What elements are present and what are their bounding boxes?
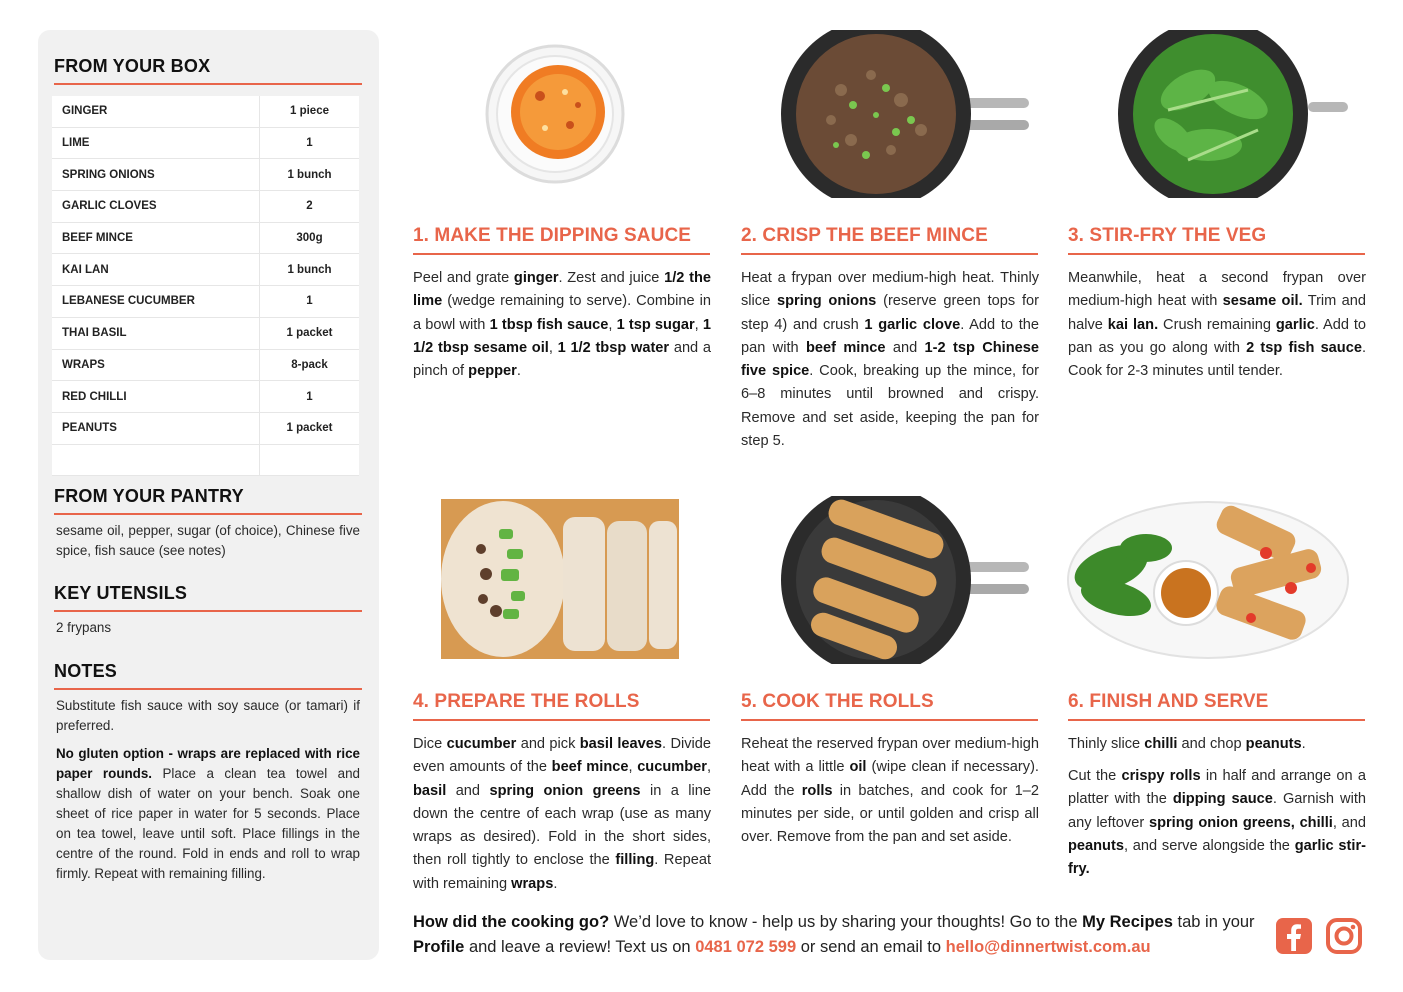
ingredient-qty: 1: [306, 295, 313, 308]
ingredient-qty: 300g: [296, 232, 323, 245]
step-2-body: Heat a frypan over medium-high heat. Thinly slice spring onions (reserve green tops for step 4) and crush 1 garlic clove. Add to the pan with beef mince and 1-2 tsp Chinese five spice. Cook, breaking up the mince, for 6–8 minutes until browned and crispy. Remove and set aside, keeping the pan for step 5.: [741, 270, 1039, 450]
ingredient-name: SPRING ONIONS: [52, 159, 260, 190]
ingredients-sidebar: [38, 30, 379, 960]
step-6-body: Thinly slice chilli and chop peanuts.: [1068, 736, 1306, 752]
ingredient-row: [52, 254, 359, 286]
ingredient-row: [52, 445, 359, 477]
greens-pan-image: [1108, 30, 1358, 198]
feedback-text: [413, 910, 1263, 960]
dipping-sauce-bowl-image: [470, 30, 640, 200]
ingredient-name: WRAPS: [52, 350, 260, 381]
from-your-pantry-heading: FROM YOUR PANTRY: [54, 486, 362, 515]
notes-gluten-text: Place a clean tea towel and shallow dish of water on your bench. Soak one sheet of rice paper in water for 5 seconds. Place on tea towel, leave until soft. Place fillings in the centre of the round. Fold in ends and roll to wrap firmly. Repeat with remaining filling.: [56, 766, 360, 881]
step-3-body: Meanwhile, heat a second frypan over medium-high heat with sesame oil. Trim and halve kai lan. Crush remaining garlic. Add to pan as you go along with 2 tsp fish sauce. Cook for 2-3 minutes until tender.: [1068, 270, 1367, 380]
notes-para-1: Substitute fish sauce with soy sauce (or tamari) if preferred.: [56, 698, 360, 733]
ingredient-row: [52, 191, 359, 223]
email-link[interactable]: hello@dinnertwist.com.au: [945, 938, 1151, 956]
ingredient-qty: 1 packet: [286, 422, 333, 435]
feedback-text-3: and leave a review! Text us on: [464, 938, 696, 956]
ingredient-name: [52, 445, 260, 476]
ingredient-name: LEBANESE CUCUMBER: [52, 286, 260, 317]
ingredient-name: RED CHILLI: [52, 381, 260, 412]
ingredient-qty: 8-pack: [291, 358, 328, 371]
ingredients-table: [52, 96, 359, 476]
feedback-text-4: or send an email to: [796, 938, 946, 956]
ingredient-name: KAI LAN: [52, 254, 260, 285]
step-2-title: 2. CRISP THE BEEF MINCE: [741, 225, 1038, 255]
utensils-text: 2 frypans: [56, 620, 112, 635]
ingredient-qty: 1: [306, 390, 313, 403]
ingredient-row: [52, 286, 359, 318]
serving-platter-image: [1066, 498, 1351, 663]
step-6-title: 6. FINISH AND SERVE: [1068, 691, 1365, 721]
ingredient-row: [52, 318, 359, 350]
ingredient-name: PEANUTS: [52, 413, 260, 444]
ingredient-name: GARLIC CLOVES: [52, 191, 260, 222]
step-4-body: Dice cucumber and pick basil leaves. Divide even amounts of the beef mince, cucumber, basil and spring onion greens in a line down the centre of each wrap (use as many wraps as desired). Fold in the short sides, then roll tightly to enclose the filling. Repeat with remaining wraps.: [413, 736, 711, 892]
notes-gluten-bold: No gluten option - wraps are replaced with rice paper rounds.: [56, 746, 360, 781]
ingredient-row: [52, 223, 359, 255]
from-your-box-heading: FROM YOUR BOX: [54, 56, 362, 85]
step-5-body: Reheat the reserved frypan over medium-high heat with a little oil (wipe clean if necessary). Add the rolls in batches, and cook for 1–2 minutes per side, or until golden and crisp all over. Remove from the pan and set aside.: [741, 736, 1039, 846]
ingredient-name: THAI BASIL: [52, 318, 260, 349]
ingredient-row: [52, 128, 359, 160]
step-5-title: 5. COOK THE ROLLS: [741, 691, 1038, 721]
feedback-question: How did the cooking go?: [413, 913, 610, 931]
beef-mince-pan-image: [781, 30, 1031, 198]
ingredient-qty: 1 packet: [286, 327, 333, 340]
my-recipes-label: My Recipes: [1082, 913, 1173, 931]
key-utensils-heading: KEY UTENSILS: [54, 583, 362, 612]
ingredient-row: [52, 96, 359, 128]
feedback-text-1: We’d love to know - help us by sharing your thoughts! Go to the: [609, 913, 1083, 931]
wraps-board-image: [441, 499, 679, 659]
ingredient-name: BEEF MINCE: [52, 223, 260, 254]
ingredient-row: [52, 381, 359, 413]
ingredient-name: GINGER: [52, 96, 260, 127]
phone-number-link[interactable]: 0481 072 599: [695, 938, 797, 956]
notes-para-2: [56, 744, 360, 884]
rolls-pan-image: [781, 496, 1031, 664]
ingredient-qty: 1 bunch: [287, 263, 332, 276]
ingredient-qty: 1 bunch: [287, 168, 332, 181]
ingredient-row: [52, 159, 359, 191]
facebook-icon[interactable]: [1275, 917, 1313, 955]
ingredient-qty: 2: [306, 200, 313, 213]
ingredient-row: [52, 413, 359, 445]
notes-heading: NOTES: [54, 661, 362, 690]
step-6-body-2: Cut the crispy rolls in half and arrange on a platter with the dipping sauce. Garnish with any leftover spring onion greens, chilli, and peanuts, and serve alongside the garlic stir-fry.: [1068, 768, 1367, 878]
pantry-text: sesame oil, pepper, sugar (of choice), Chinese five spice, fish sauce (see notes): [56, 523, 360, 558]
ingredient-qty: 1 piece: [290, 105, 329, 118]
instagram-icon[interactable]: [1325, 917, 1363, 955]
feedback-text-2: tab in your: [1172, 913, 1255, 931]
ingredient-name: LIME: [52, 128, 260, 159]
step-1-title: 1. MAKE THE DIPPING SAUCE: [413, 225, 710, 255]
step-1-body: Peel and grate ginger. Zest and juice 1/2 the lime (wedge remaining to serve). Combine in a bowl with 1 tbsp fish sauce, 1 tsp sugar, 1 1/2 tbsp sesame oil, 1 1/2 tbsp water and a pinch of pepper.: [413, 270, 712, 380]
ingredient-qty: 1: [306, 137, 313, 150]
ingredient-row: [52, 350, 359, 382]
step-4-title: 4. PREPARE THE ROLLS: [413, 691, 710, 721]
profile-label: Profile: [413, 938, 465, 956]
step-3-title: 3. STIR-FRY THE VEG: [1068, 225, 1365, 255]
